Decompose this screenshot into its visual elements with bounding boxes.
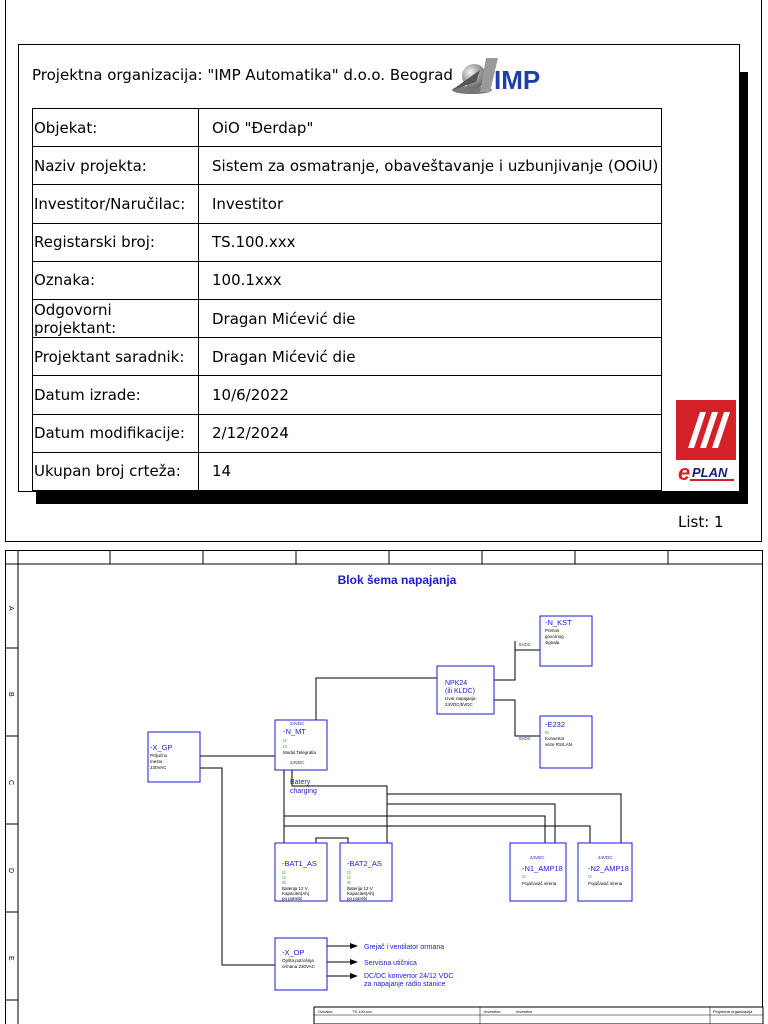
info-row-value: Dragan Mićević die [199, 338, 662, 376]
info-row [33, 299, 662, 337]
info-row-label: Projektant saradnik: [33, 338, 199, 376]
row-label-c: C [7, 780, 14, 786]
info-row-label: Odgovorni projektant: [33, 299, 199, 337]
info-row-label: Datum izrade: [33, 376, 199, 414]
info-row-label: Investitor/Naručilac: [33, 185, 199, 223]
tb-org-label: Projektna organizacija [713, 1009, 753, 1014]
bat1-desc-1: Baterija 12 V [282, 886, 308, 891]
x-op-desc-2: ormana 230VAC [282, 964, 315, 969]
imp-logo-text: IMP [494, 65, 541, 95]
n-mt-ref-2: /3 [283, 744, 287, 749]
n2-desc: Pojačavač sirena [588, 881, 623, 886]
e232-ref: /5 [545, 730, 549, 735]
imp-logo [450, 52, 570, 96]
n-kst-name: -N_KST [545, 618, 572, 627]
bat2-name: -BAT2_AS [347, 859, 382, 868]
info-row-label: Objekat: [33, 109, 199, 147]
n2-ref: /2 [588, 874, 592, 879]
info-row-value: Dragan Mićević die [199, 299, 662, 337]
info-row [33, 223, 662, 261]
wire-label-5vdc-bottom: 5VDC [519, 736, 532, 741]
info-row [33, 338, 662, 376]
n1-voltage: 24VDC [530, 855, 545, 860]
top-grid-ticks [110, 550, 668, 564]
x-gp-name: -X_GP [150, 743, 173, 752]
tb-investitor-label: Investitor: [484, 1009, 502, 1014]
output-dcdc-line-2: za napajanje radio stanice [364, 981, 446, 988]
x-gp-desc-3: 230VAC [150, 765, 167, 770]
n-mt-ref-1: /2 [283, 738, 287, 743]
bat2-ref-3: /6 [347, 880, 351, 885]
info-row-value: 2/12/2024 [199, 414, 662, 452]
info-row [33, 185, 662, 223]
row-label-d: D [7, 868, 14, 874]
tb-oznaka-value: TS.100.xxx [352, 1009, 373, 1014]
info-row-value: 100.1xxx [199, 261, 662, 299]
npk24-name-2: (ili KLDC) [445, 688, 475, 695]
tb-investitor-value: Investitor [516, 1009, 533, 1014]
bat1-ref-3: /6 [282, 880, 286, 885]
row-grid-ticks [5, 648, 18, 1000]
info-row-label: Datum modifikacije: [33, 414, 199, 452]
power-block-diagram [0, 550, 768, 1024]
e232-desc-1: Konvertor [545, 736, 565, 741]
bat2-ref-2: /3 [347, 875, 351, 880]
output-dcdc-line-1: DC/DC konvertor 24/12 VDC [364, 973, 454, 980]
info-row-value: 14 [199, 452, 662, 490]
diagram-title: Blok šema napajanja [337, 573, 457, 587]
eplan-logo [676, 400, 736, 484]
bat2-desc-1: Baterija 12 V [347, 886, 373, 891]
x-gp-desc-1: Priljučno [150, 753, 168, 758]
n-mt-bottom-voltage: 24VDC [290, 760, 305, 765]
n1-name: -N1_AMP18 [522, 864, 563, 873]
bat2-desc-3: po potrebi [347, 896, 368, 901]
n-mt-name: -N_MT [283, 727, 306, 736]
e232-name: -E232 [545, 720, 566, 729]
n1-desc: Pojačavač sirena [522, 881, 557, 886]
info-row [33, 376, 662, 414]
svg-text:e: e [678, 460, 691, 484]
x-op-name: -X_OP [282, 948, 305, 957]
info-row-label: Naziv projekta: [33, 147, 199, 185]
project-info-table [32, 108, 662, 491]
tb-oznaka-label: Oznaka: [318, 1009, 333, 1014]
info-row-label: Oznaka: [33, 261, 199, 299]
title-block [314, 1007, 763, 1024]
output-service-socket: Servisna utičnica [364, 960, 417, 967]
bat2-ref-1: /2 [347, 870, 351, 875]
info-row-label: Registarski broj: [33, 223, 199, 261]
charging-line-2: charging [290, 788, 317, 795]
bat1-desc-2: Kapacitet(Ah) [282, 891, 310, 896]
npk24-desc-2: 24VDC/5VDC [445, 702, 473, 707]
n2-voltage: 24VDC [598, 855, 613, 860]
x-gp-desc-2: mesto [150, 759, 163, 764]
info-row [33, 452, 662, 490]
info-row [33, 414, 662, 452]
output-arrows [350, 943, 358, 979]
info-row-value: TS.100.xxx [199, 223, 662, 261]
info-row [33, 147, 662, 185]
output-heater: Grejač i ventilator ormana [364, 944, 445, 951]
info-row [33, 109, 662, 147]
n-kst-desc-1: Prenos [545, 628, 560, 633]
organization-line: Projektna organizacija: "IMP Automatika" d.o.o. Beograd [32, 66, 453, 84]
n2-name: -N2_AMP18 [588, 864, 629, 873]
bat1-desc-3: po potrebi [282, 896, 303, 901]
info-row-value: OiO "Đerdap" [199, 109, 662, 147]
wire-label-5vdc-top: 5VDC [519, 642, 532, 647]
e232-desc-2: veze RS/LAN [545, 742, 573, 747]
eplan-logo-text: PLAN [692, 465, 728, 480]
n-mt-desc: Modul Telegrafia [283, 750, 316, 755]
row-label-a: A [7, 606, 14, 611]
row-label-b: B [7, 692, 14, 697]
info-row-value: Sistem za osmatranje, obaveštavanje i uzbunjivanje (OOiU) [199, 147, 662, 185]
info-row-value: 10/6/2022 [199, 376, 662, 414]
bat1-ref-2: /3 [282, 875, 286, 880]
npk24-desc-1: Izvor napajanja [445, 696, 476, 701]
info-row-label: Ukupan broj crteža: [33, 452, 199, 490]
bat1-ref-1: /2 [282, 870, 286, 875]
n-kst-desc-2: govornog [545, 634, 564, 639]
x-op-desc-1: Opšta potrošnja [282, 958, 314, 963]
wires [200, 641, 621, 976]
n-kst-desc-3: signala [545, 640, 560, 645]
info-row [33, 261, 662, 299]
n-mt-top-voltage: 24VDC [290, 721, 305, 726]
bat2-desc-2: Kapacitet(Ah) [347, 891, 375, 896]
row-label-e: E [7, 956, 14, 961]
bat1-name: -BAT1_AS [282, 859, 317, 868]
npk24-name-1: NPK24 [445, 680, 468, 687]
info-row-value: Investitor [199, 185, 662, 223]
sheet-number: List: 1 [678, 513, 724, 531]
charging-line-1: Batery [290, 779, 311, 786]
n1-ref: /2 [522, 874, 526, 879]
